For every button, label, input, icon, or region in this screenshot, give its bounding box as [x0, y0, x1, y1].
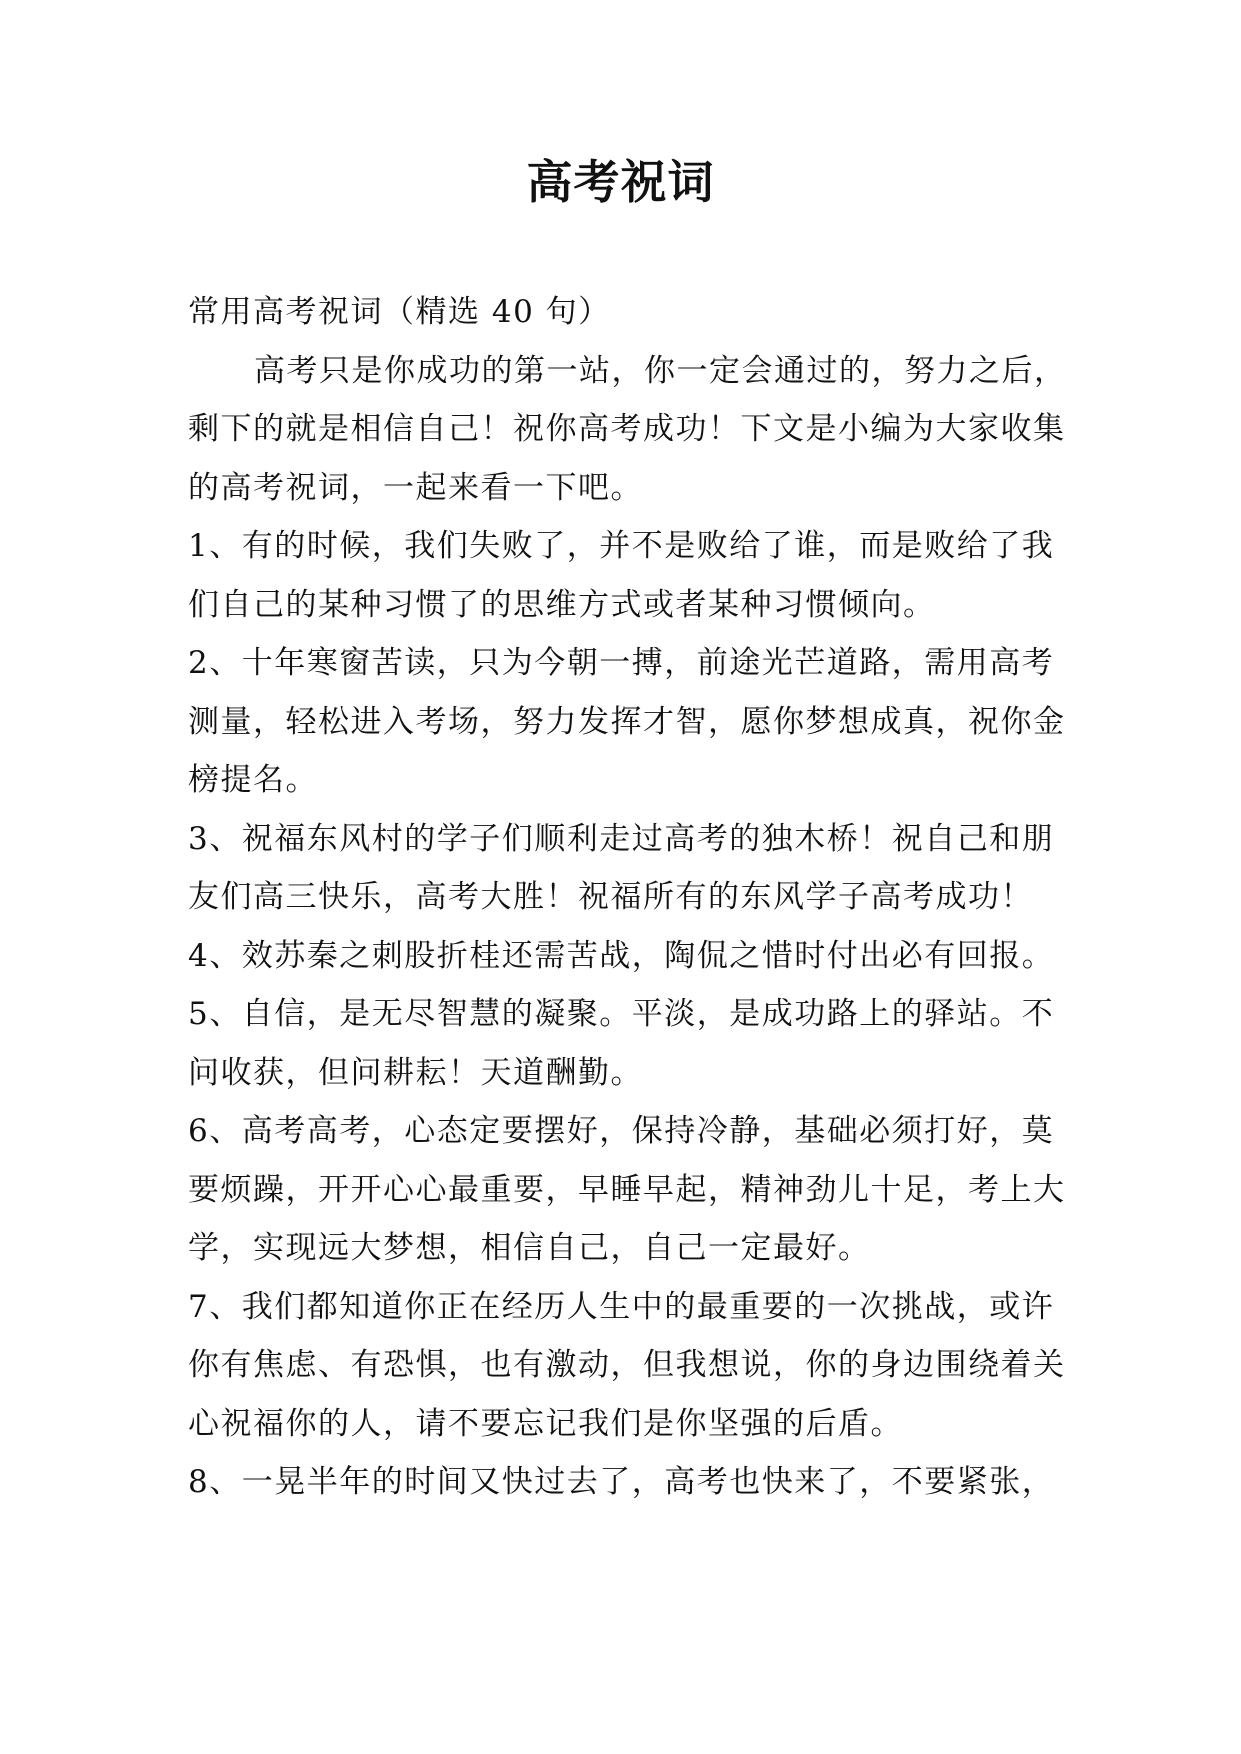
document-title: 高考祝词 — [526, 155, 715, 209]
blessing-item-3: 3、祝福东风村的学子们顺利走过高考的独木桥！祝自己和朋友们高三快乐，高考大胜！祝福所有的东风学子高考成功！ — [188, 820, 1055, 915]
document-subtitle: 常用高考祝词（精选 40 句） — [188, 294, 611, 330]
document-body — [188, 283, 1068, 1512]
blessing-item-6: 6、高考高考，心态定要摆好，保持冷静，基础必须打好，莫要烦躁，开开心心最重要，早睡早起，精神劲儿十足，考上大学，实现远大梦想，相信自己，自己一定最好。 — [188, 1113, 1066, 1266]
blessing-item-4: 4、效苏秦之刺股折桂还需苦战，陶侃之惜时付出必有回报。 — [188, 937, 1055, 974]
blessing-item-7: 7、我们都知道你正在经历人生中的最重要的一次挑战，或许你有焦虑、有恐惧，也有激动，但我想说，你的身边围绕着关心祝福你的人，请不要忘记我们是你坚强的后盾。 — [188, 1288, 1066, 1442]
intro-paragraph: 高考只是你成功的第一站，你一定会通过的，努力之后，剩下的就是相信自己！祝你高考成功！下文是小编为大家收集的高考祝词，一起来看一下吧。 — [188, 352, 1067, 506]
blessing-item-5: 5、自信，是无尽智慧的凝聚。平淡，是成功路上的驿站。不问收获，但问耕耘！天道酬勤。 — [188, 996, 1055, 1091]
blessing-item-8: 8、一晃半年的时间又快过去了，高考也快来了，不要紧张， — [188, 1464, 1055, 1500]
blessing-item-2: 2、十年寒窗苦读，只为今朝一搏，前途光芒道路，需用高考测量，轻松进入考场，努力发挥才智，愿你梦想成真，祝你金榜提名。 — [188, 645, 1066, 798]
blessing-item-1: 1、有的时候，我们失败了，并不是败给了谁，而是败给了我们自己的某种习惯了的思维方式或者某种习惯倾向。 — [188, 528, 1055, 623]
